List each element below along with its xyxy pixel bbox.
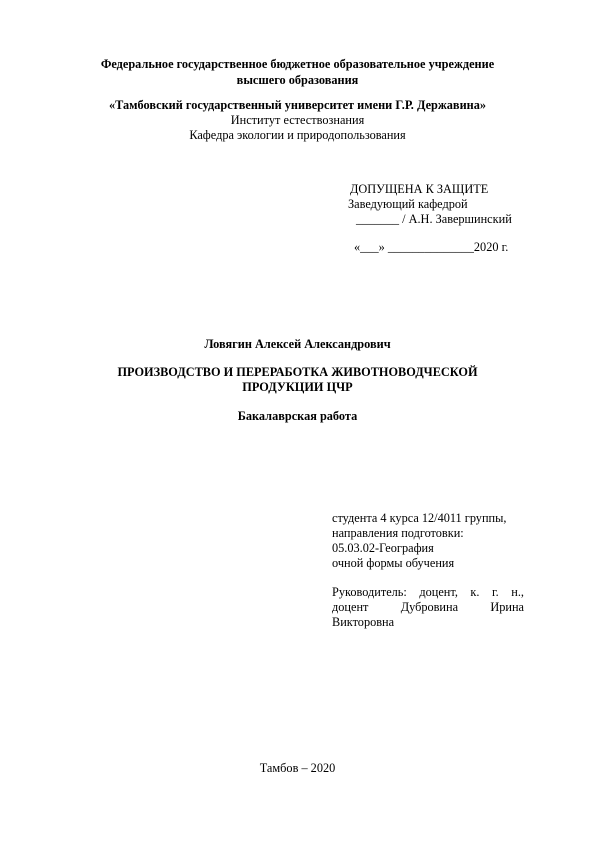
approval-date: «___» ______________2020 г. xyxy=(354,240,509,254)
supervisor-line-2: доцент Дубровина Ирина xyxy=(332,600,524,614)
thesis-title-line-1: ПРОИЗВОДСТВО И ПЕРЕРАБОТКА ЖИВОТНОВОДЧЕСКОЙ xyxy=(117,365,478,379)
header-line-2: высшего образования xyxy=(236,73,359,87)
approval-title: ДОПУЩЕНА К ЗАЩИТЕ xyxy=(350,182,489,196)
department-name: Кафедра экологии и природопользования xyxy=(189,128,406,142)
thesis-title-line-2: ПРОДУКЦИИ ЦЧР xyxy=(242,380,353,394)
city-year: Тамбов – 2020 xyxy=(259,761,336,775)
approval-role: Заведующий кафедрой xyxy=(348,197,468,211)
supervisor-line-1: Руководитель: доцент, к. г. н., xyxy=(332,585,524,599)
author-name: Ловягин Алексей Александрович xyxy=(204,337,391,351)
student-line-2: направления подготовки: xyxy=(332,526,464,540)
supervisor-line-3: Викторовна xyxy=(332,615,395,629)
student-line-4: очной формы обучения xyxy=(332,556,455,570)
work-type: Бакалаврская работа xyxy=(237,409,358,423)
student-line-3: 05.03.02-География xyxy=(332,541,434,555)
institute-name: Институт естествознания xyxy=(230,113,365,127)
approval-signature: _______ / А.Н. Завершинский xyxy=(356,212,512,226)
header-line-1: Федеральное государственное бюджетное образовательное учреждение xyxy=(100,57,495,71)
university-name: «Тамбовский государственный университет имени Г.Р. Державина» xyxy=(108,98,487,112)
student-line-1: студента 4 курса 12/4011 группы, xyxy=(332,511,507,525)
